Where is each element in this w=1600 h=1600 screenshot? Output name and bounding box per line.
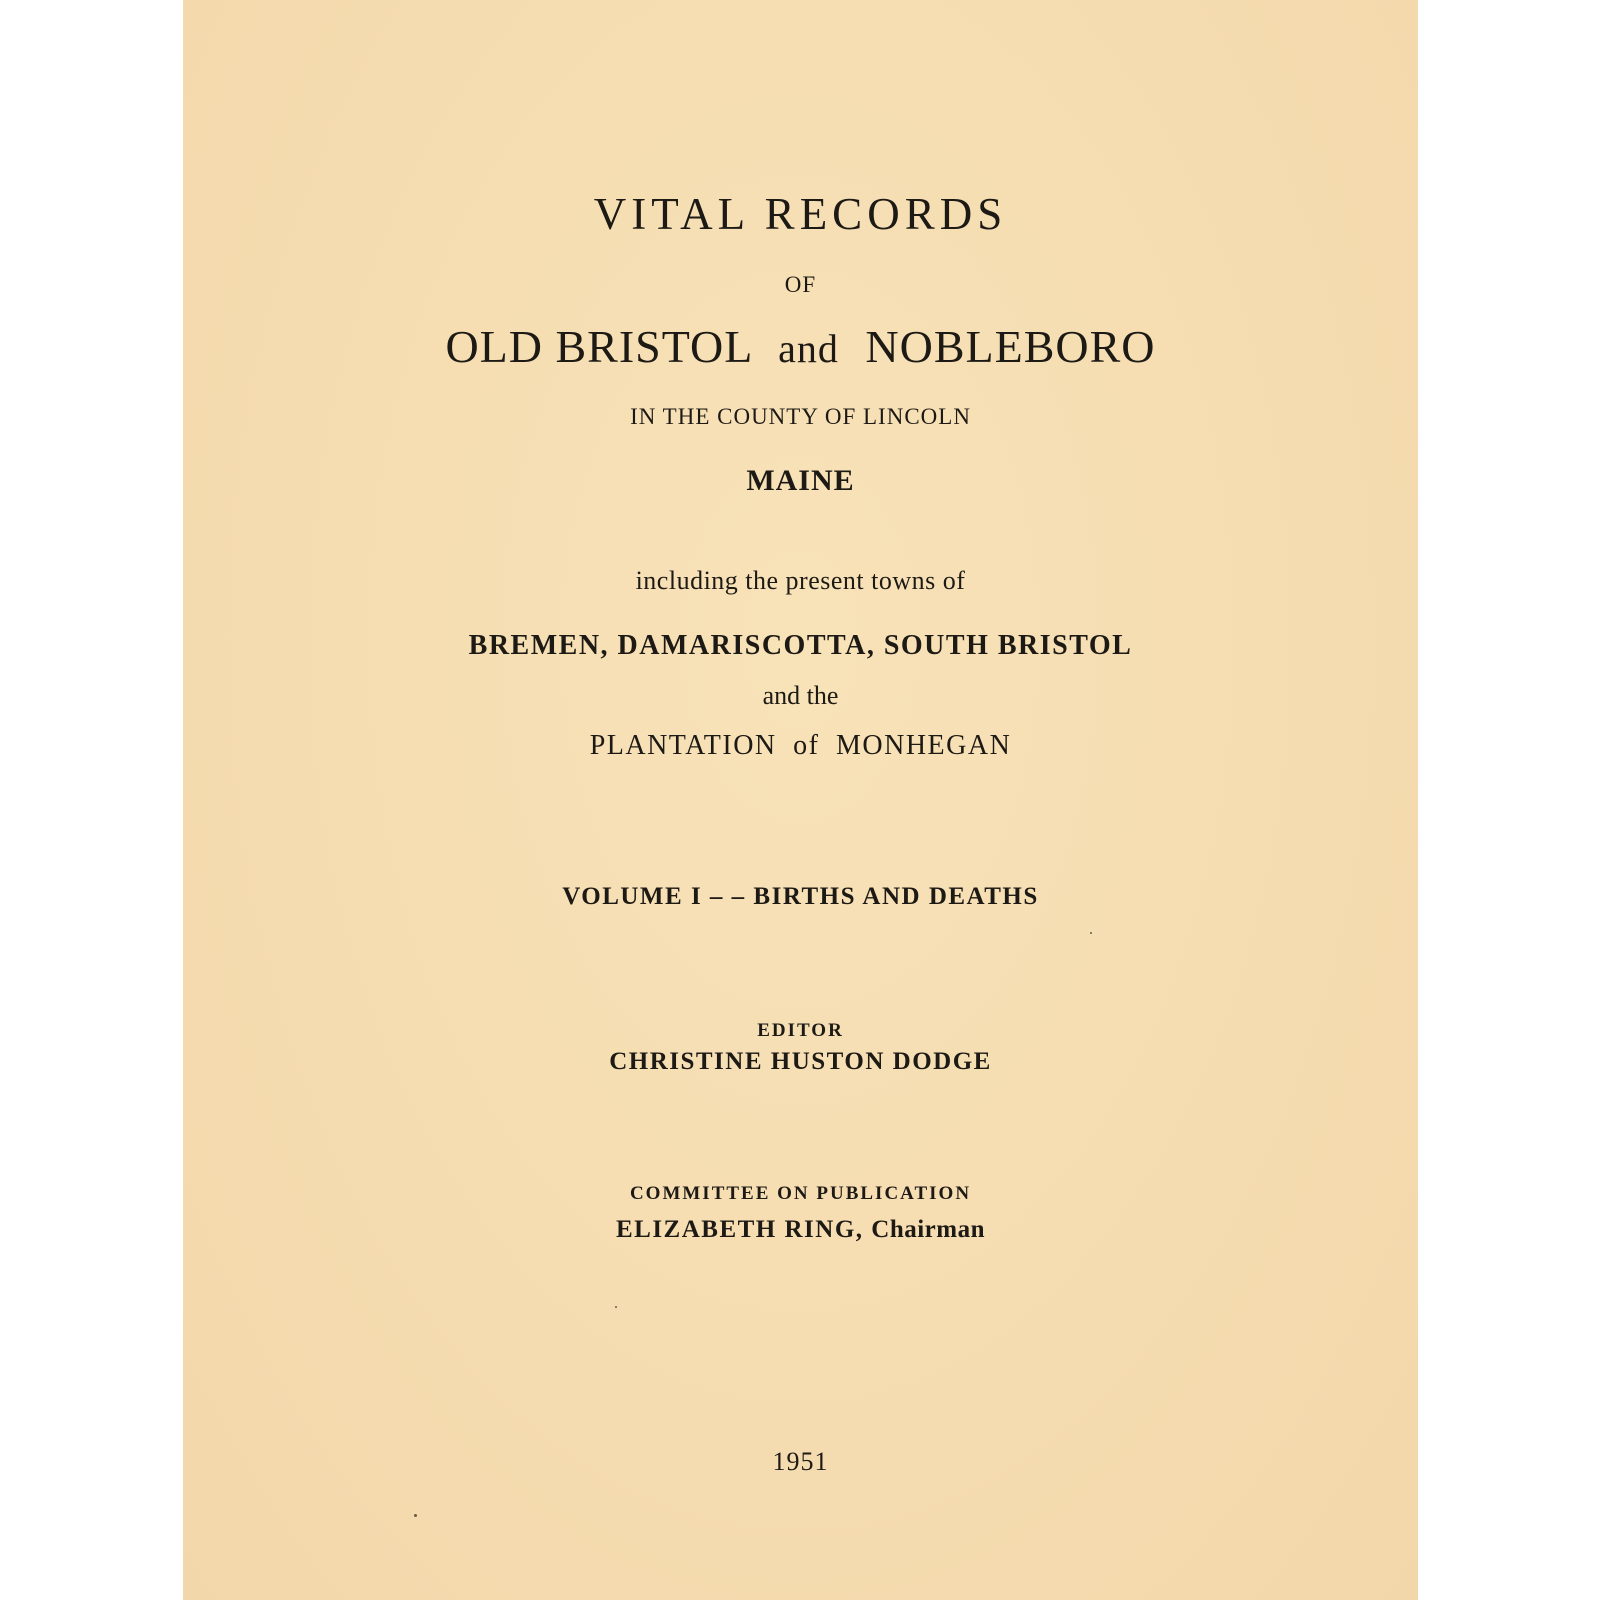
chair-role: Chairman: [871, 1216, 986, 1243]
committee-label: COMMITTEE ON PUBLICATION: [629, 1183, 972, 1204]
plantation-line: [183, 732, 1418, 760]
plantation-word: PLANTATION: [589, 730, 777, 761]
title-page: [183, 0, 1418, 1600]
editor-label: EDITOR: [757, 1020, 844, 1041]
title-line-1: VITAL RECORDS: [593, 189, 1008, 239]
monhegan-word: MONHEGAN: [835, 730, 1012, 761]
volume-line: VOLUME I – – BIRTHS AND DEATHS: [562, 883, 1039, 910]
publication-year: 1951: [772, 1447, 829, 1476]
committee-chair: [183, 1217, 1418, 1242]
paper-speck: [615, 1306, 617, 1308]
towns-line: BREMEN, DAMARISCOTTA, SOUTH BRISTOL: [468, 630, 1133, 661]
title-old-bristol: OLD BRISTOL: [445, 321, 752, 372]
editor-name: CHRISTINE HUSTON DODGE: [609, 1048, 992, 1075]
and-the-line: and the: [762, 681, 839, 710]
state-line: MAINE: [746, 464, 855, 497]
county-line: IN THE COUNTY OF LINCOLN: [630, 404, 971, 429]
title-and: and: [778, 326, 839, 371]
paper-speck: [414, 1514, 417, 1517]
title-nobleboro: NOBLEBORO: [865, 321, 1156, 372]
paper-speck: [1090, 932, 1092, 934]
including-line: including the present towns of: [635, 566, 966, 595]
title-line-2: [183, 321, 1418, 372]
chair-name: ELIZABETH RING,: [615, 1216, 864, 1243]
title-of: OF: [784, 272, 817, 297]
plantation-of: of: [793, 730, 820, 761]
